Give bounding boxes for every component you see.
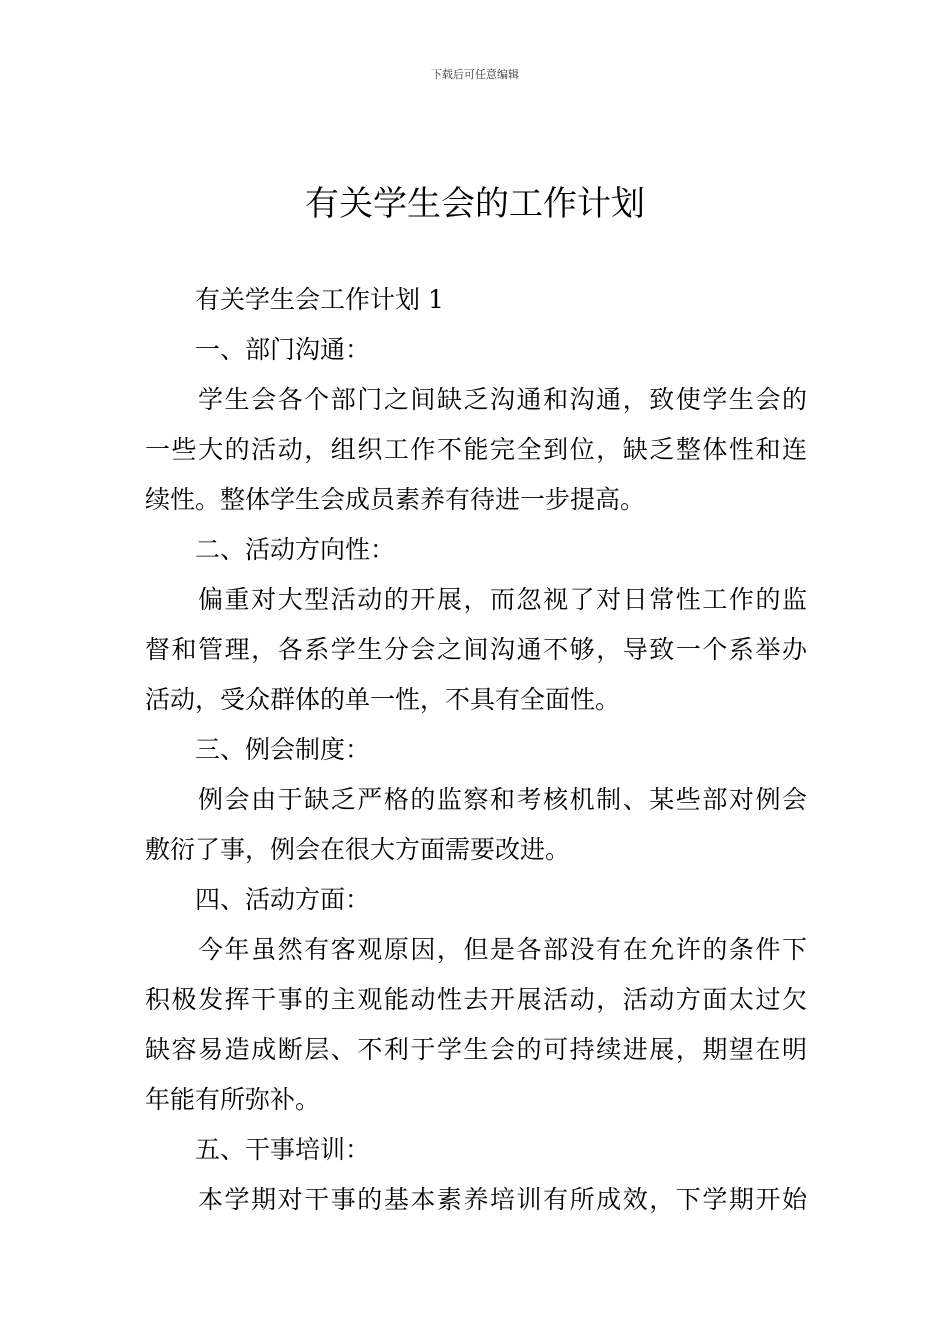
- section-heading: 一、部门沟通：: [195, 335, 371, 364]
- paragraph-line: 今年虽然有客观原因，但是各部没有在允许的条件下: [198, 935, 807, 964]
- paragraph-line: 督和管理，各系学生分会之间沟通不够，导致一个系举办: [145, 635, 807, 664]
- paragraph-line: 年能有所弥补。: [145, 1085, 321, 1114]
- header-note: 下载后可任意编辑: [431, 68, 519, 81]
- paragraph-line: 积极发挥干事的主观能动性去开展活动，活动方面太过欠: [145, 985, 807, 1014]
- paragraph-line: 敷衍了事，例会在很大方面需要改进。: [145, 835, 571, 864]
- section-heading: 四、活动方面：: [195, 885, 371, 914]
- paragraph-line: 一些大的活动，组织工作不能完全到位，缺乏整体性和连: [145, 435, 807, 464]
- paragraph-line: 续性。整体学生会成员素养有待进一步提高。: [145, 485, 646, 514]
- section-heading: 五、干事培训：: [195, 1135, 371, 1164]
- document-body: [145, 280, 807, 1230]
- paragraph-line: 偏重对大型活动的开展，而忽视了对日常性工作的监: [198, 585, 807, 614]
- section-heading: 二、活动方向性：: [195, 535, 396, 564]
- paragraph-line: 学生会各个部门之间缺乏沟通和沟通，致使学生会的: [198, 385, 807, 414]
- paragraph-line: 例会由于缺乏严格的监察和考核机制、某些部对例会: [198, 785, 807, 814]
- document-title: 有关学生会的工作计划: [305, 184, 645, 224]
- paragraph-line: 本学期对干事的基本素养培训有所成效，下学期开始: [198, 1185, 807, 1214]
- document-subtitle: 有关学生会工作计划 1: [195, 285, 444, 314]
- paragraph-line: 缺容易造成断层、不利于学生会的可持续进展，期望在明: [145, 1035, 807, 1064]
- section-heading: 三、例会制度：: [195, 735, 371, 764]
- paragraph-line: 活动，受众群体的单一性，不具有全面性。: [145, 685, 621, 714]
